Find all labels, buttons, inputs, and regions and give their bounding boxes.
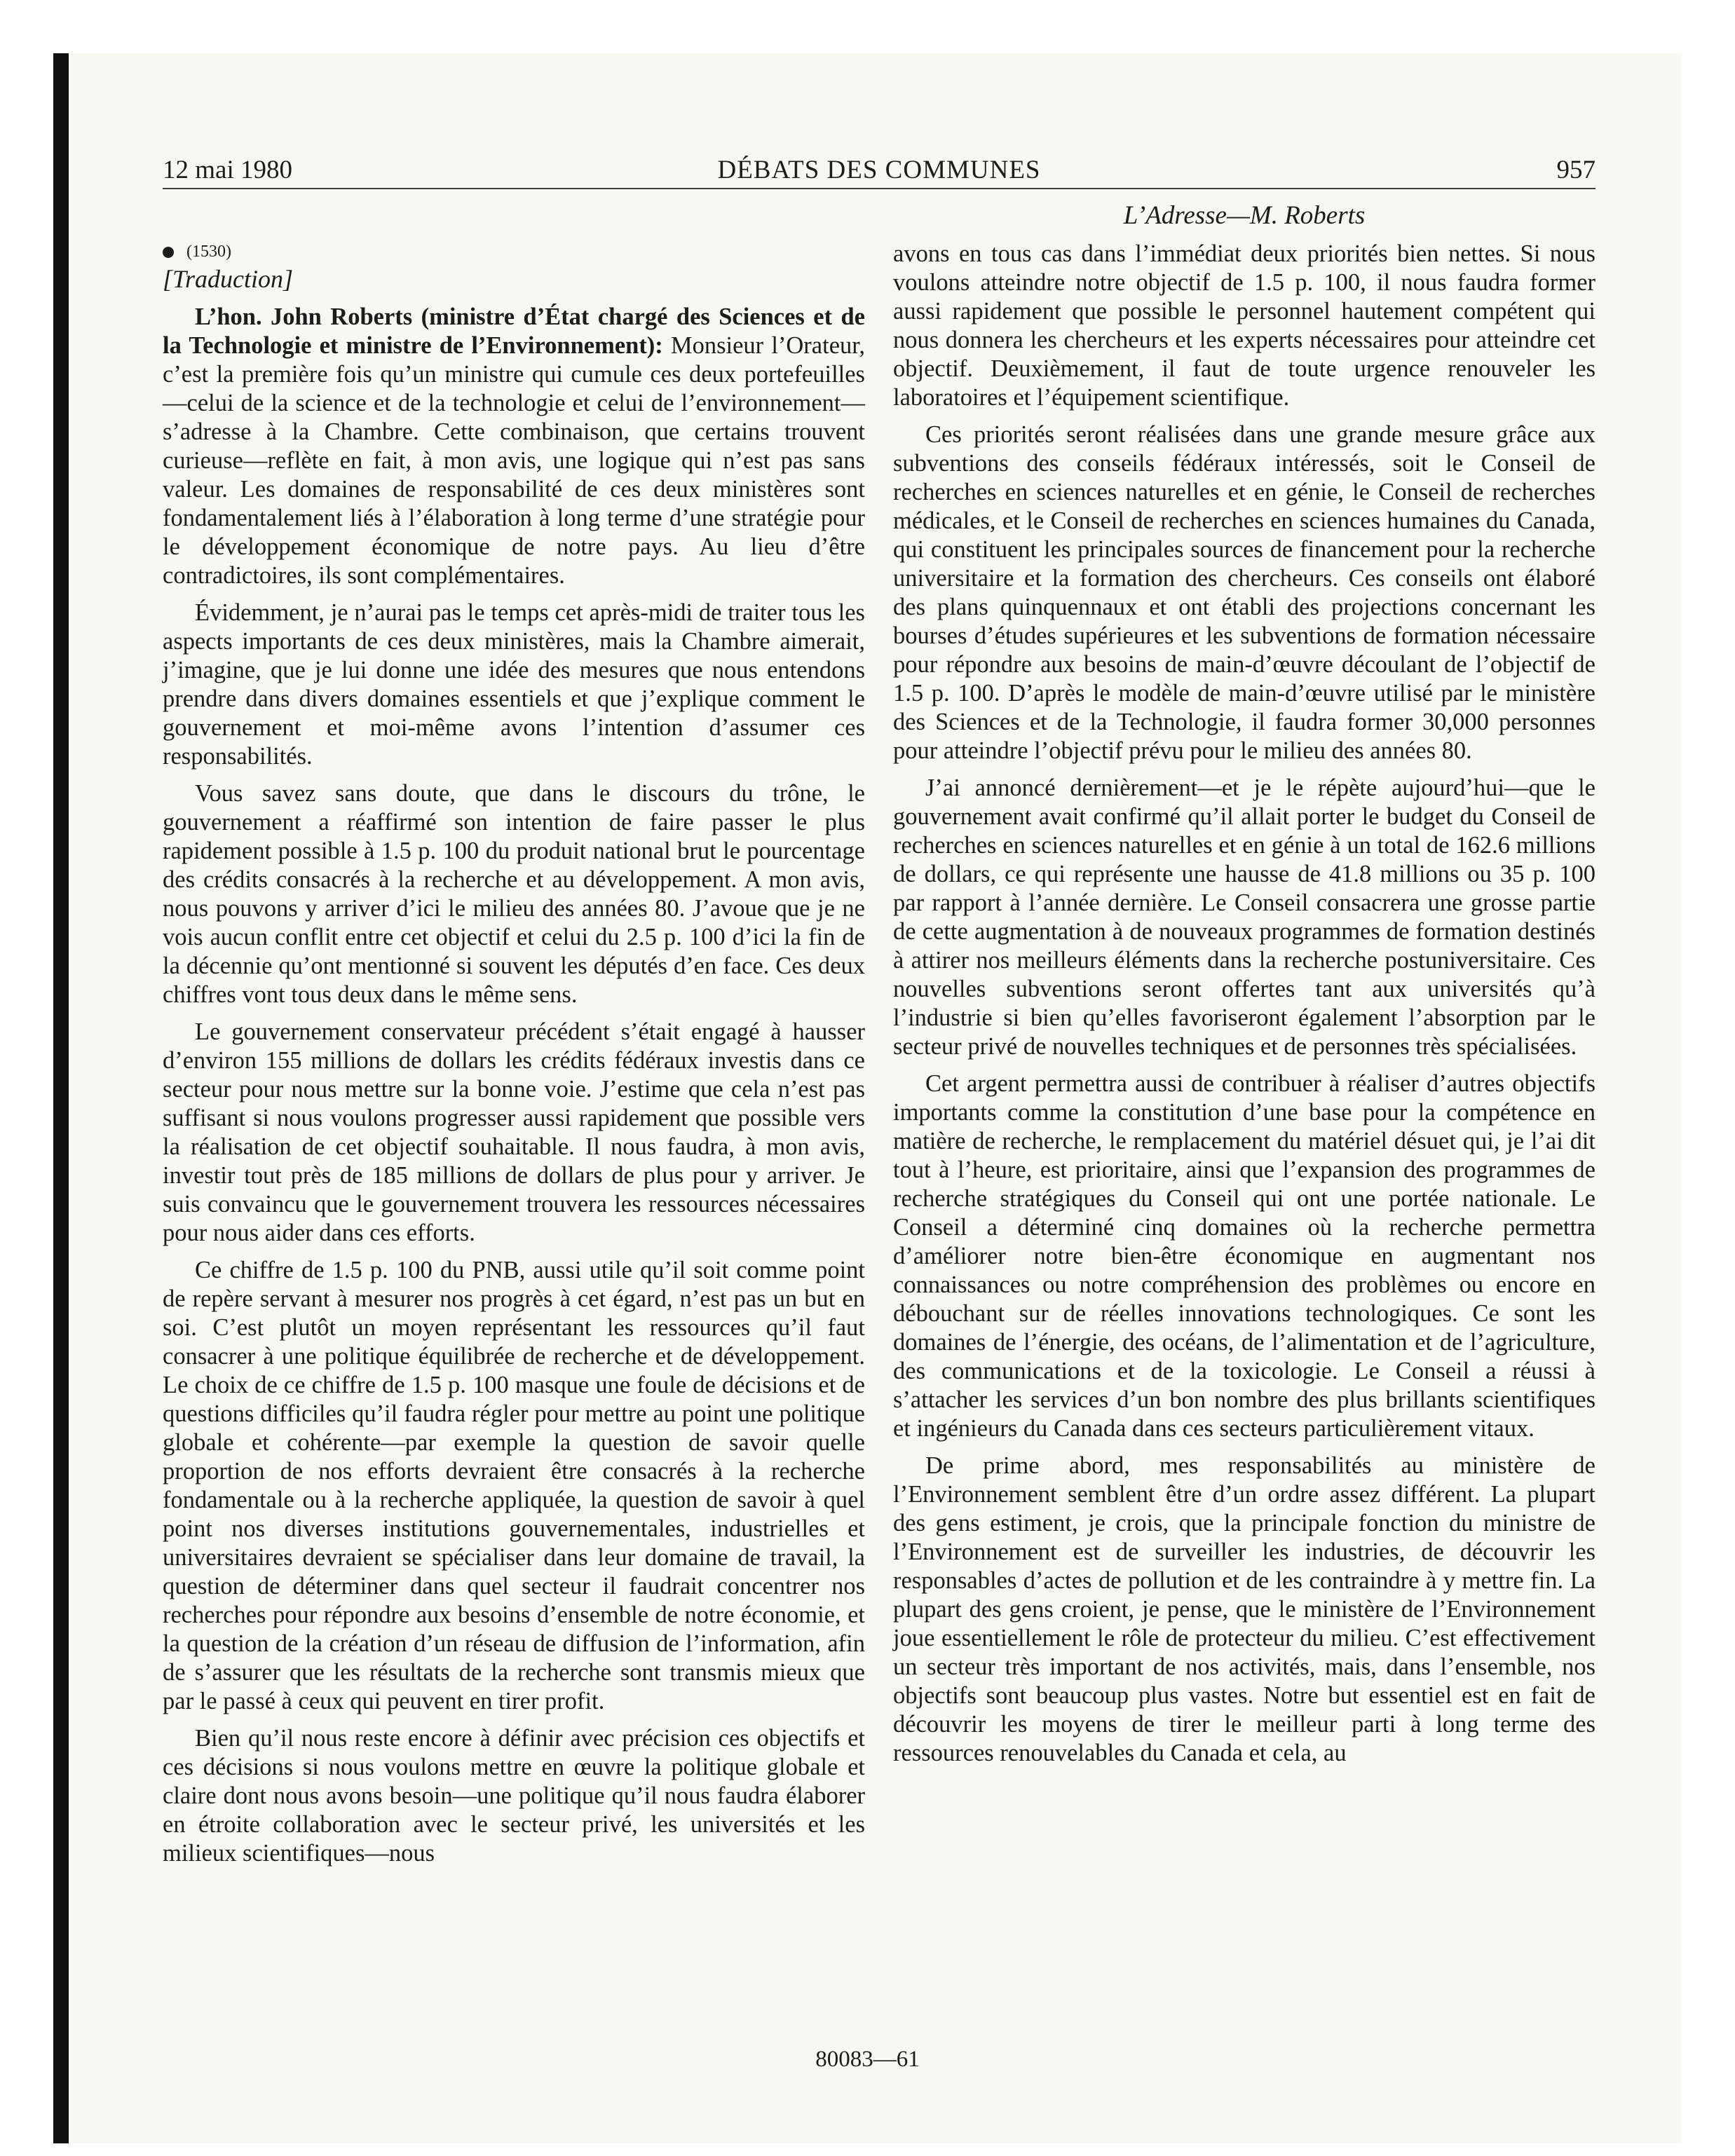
paragraph: Évidemment, je n’aurai pas le temps cet après-midi de traiter tous les aspects importants de ces deux ministères, mais la Chambre aimerait, j’imagine, que je lui donne une idée des mesures que nous entendons prendre dans divers domaines essentiels et que j’explique comment le gouvernement et moi-même avons l’intention d’assumer ces responsabilités.: [163, 599, 865, 770]
paragraph: J’ai annoncé dernièrement—et je le répète aujourd’hui—que le gouvernement avait confirmé qu’il allait porter le budget du Conseil de recherches en sciences naturelles et en génie à un total de 162.6 millions de dollars, ce qui représente une hausse de 41.8 millions ou 35 p. 100 par rapport à l’année dernière. Le Conseil consacrera une grosse partie de cette augmentation à de nouveaux programmes de formation destinés à attirer nos meilleurs éléments dans la recherche postuniversitaire. Ces nouvelles subventions seront offertes tant aux universités qu’à l’industrie si bien qu’elles favoriseront également l’absorption par le secteur privé de nouvelles techniques et de personnes très spécialisées.: [893, 775, 1595, 1060]
paragraph: Ce chiffre de 1.5 p. 100 du PNB, aussi utile qu’il soit comme point de repère servant à mesurer nos progrès à cet égard, n’est pas un but en soi. C’est plutôt un moyen représentant les ressources qu’il faut consacrer à une politique équilibrée de recherche et de développement. Le choix de ce chiffre de 1.5 p. 100 masque une foule de décisions et de questions difficiles qu’il faudra régler pour mettre au point une politique globale et cohérente—par exemple la question de savoir quelle proportion de nos efforts devraient être consacrés à la recherche fondamentale ou à la recherche appliquée, la question de savoir à quel point nos diverses institutions gouvernementales, industrielles et universitaires devraient se spécialiser dans leur domaine de travail, la question de déterminer dans quel secteur il faudrait concentrer nos recherches pour répondre aux besoins d’ensemble de notre économie, et la question de la création d’un réseau de diffusion de l’information, afin de s’assurer que les résultats de la recherche sont transmis mieux que par le passé à ceux qui peuvent en tirer profit.: [163, 1257, 865, 1714]
running-head: L’Adresse—M. Roberts: [1123, 201, 1366, 230]
paragraph: Ces priorités seront réalisées dans une grande mesure grâce aux subventions des conseils fédéraux intéressés, soit le Conseil de recherches en sciences naturelles et en génie, le Conseil de recherches médicales, et le Conseil de recherches en sciences humaines du Canada, qui constituent les principales sources de financement pour la recherche universitaire et la formation des chercheurs. Ces conseils ont élaboré des plans quinquennaux et ont établi des projections concernant les bourses d’études supérieures et les subventions de formation nécessaire pour répondre aux besoins de main-d’œuvre découlant de l’objectif de 1.5 p. 100. D’après le modèle de main-d’œuvre utilisé par le ministère des Sciences et de la Technologie, il faudra former 30,000 personnes pour atteindre l’objectif prévu pour le milieu des années 80.: [893, 421, 1595, 764]
paragraph: De prime abord, mes responsabilités au ministère de l’Environnement semblent être d’un ordre assez différent. La plupart des gens estiment, je crois, que la principale fonction du ministre de l’Environnement est de surveiller les industries, de découvrir les responsables d’actes de pollution et de les contraindre à y mettre fin. La plupart des gens croient, je pense, que le ministère de l’Environnement joue essentiellement le rôle de protecteur du milieu. C’est effectivement un secteur très important de nos activités, mais, dans l’ensemble, nos objectifs sont beaucoup plus vastes. Notre but essentiel est en fait de découvrir les moyens de tirer le meilleur parti à long terme des ressources renouvelables du Canada et cela, au: [893, 1452, 1595, 1766]
paragraph: Le gouvernement conservateur précédent s’était engagé à hausser d’environ 155 millions de dollars les crédits fédéraux investis dans ce secteur pour nous mettre sur la bonne voie. J’estime que cela n’est pas suffisant si nous voulons progresser aussi rapidement que possible vers la réalisation de cet objectif souhaitable. Il nous faudra, à mon avis, investir tout près de 185 millions de dollars de plus pour y arriver. Je suis convaincu que le gouvernement trouvera les ressources nécessaires pour nous aider dans ces efforts.: [163, 1018, 865, 1246]
page-number: 957: [1556, 156, 1595, 184]
header-title: DÉBATS DES COMMUNES: [717, 156, 1041, 184]
time-marker-text: (1530): [186, 243, 231, 261]
binding-edge: [53, 53, 69, 2143]
translation-label: [Traduction]: [163, 265, 294, 293]
speech-opening: [163, 303, 865, 590]
footer-code: 80083—61: [815, 2047, 920, 2072]
header-date: 12 mai 1980: [163, 156, 292, 184]
bullet-icon: [163, 247, 174, 258]
paragraph: Vous savez sans doute, que dans le discours du trône, le gouvernement a réaffirmé son intention de faire passer le plus rapidement possible à 1.5 p. 100 du produit national brut le pourcentage des crédits consacrés à la recherche et au développement. A mon avis, nous pouvons y arriver d’ici le milieu des années 80. J’avoue que je ne vois aucun conflit entre cet objectif et celui du 2.5 p. 100 d’ici la fin de la décennie qu’ont mentionné si souvent les députés d’en face. Ces deux chiffres vont tous deux dans le même sens.: [163, 780, 865, 1008]
speaker-name: L’hon. John Roberts (ministre d’État chargé des Sciences et de la Technologie et ministre de l’Environnement):: [163, 303, 865, 359]
page-header: [163, 153, 1595, 189]
paragraph: Bien qu’il nous reste encore à définir avec précision ces objectifs et ces décisions si nous voulons mettre en œuvre la politique globale et claire dont nous avons besoin—une politique qu’il nous faudra élaborer en étroite collaboration avec le secteur privé, les universités et les milieux scientifiques—nous: [163, 1725, 865, 1867]
left-column: [163, 203, 865, 1876]
paragraph: Cet argent permettra aussi de contribuer à réaliser d’autres objectifs importants comme la constitution d’une base pour la compétence en matière de recherche, le remplacement du matériel désuet qui, je l’ai dit tout à l’heure, est prioritaire, ainsi que l’expansion des programmes de recherche stratégiques du Conseil qui ont une portée nationale. Le Conseil a déterminé cinq domaines où la recherche permettra d’améliorer notre bien-être économique en augmentant nos connaissances ou notre compréhension des problèmes ou encore en débouchant sur de réelles innovations technologiques. Ce sont les domaines de l’énergie, des océans, de l’alimentation et de l’agriculture, des communications et de la toxicologie. Le Conseil a réussi à s’attacher les services d’un bon nombre des plus brillants scientifiques et ingénieurs du Canada dans ces secteurs particulièrement vitaux.: [893, 1070, 1595, 1442]
speech-start: Monsieur l’Orateur, c’est la première fois qu’un ministre qui cumule ces deux portefeuilles—celui de la science et de la technologie et celui de l’environnement—s’adresse à la Chambre. Cette combinaison, que certains trouvent curieuse—reflète en fait, à mon avis, une logique qui n’est pas sans valeur. Les domaines de responsabilité de ces deux ministères sont fondamentalement liés à l’élaboration à long terme d’une stratégie pour le développement économique de notre pays. Au lieu d’être contradictoires, ils sont complémentaires.: [163, 332, 865, 589]
paragraph-continuation: avons en tous cas dans l’immédiat deux priorités bien nettes. Si nous voulons atteindre notre objectif de 1.5 p. 100, il nous faudra former aussi rapidement que possible le personnel hautement compétent qui nous donnera les chercheurs et les experts nécessaires pour atteindre cet objectif. Deuxièmement, il faut de toute urgence renouveler les laboratoires et l’équipement scientifique.: [893, 240, 1595, 411]
time-marker: [163, 240, 865, 264]
right-column: [893, 200, 1595, 1776]
